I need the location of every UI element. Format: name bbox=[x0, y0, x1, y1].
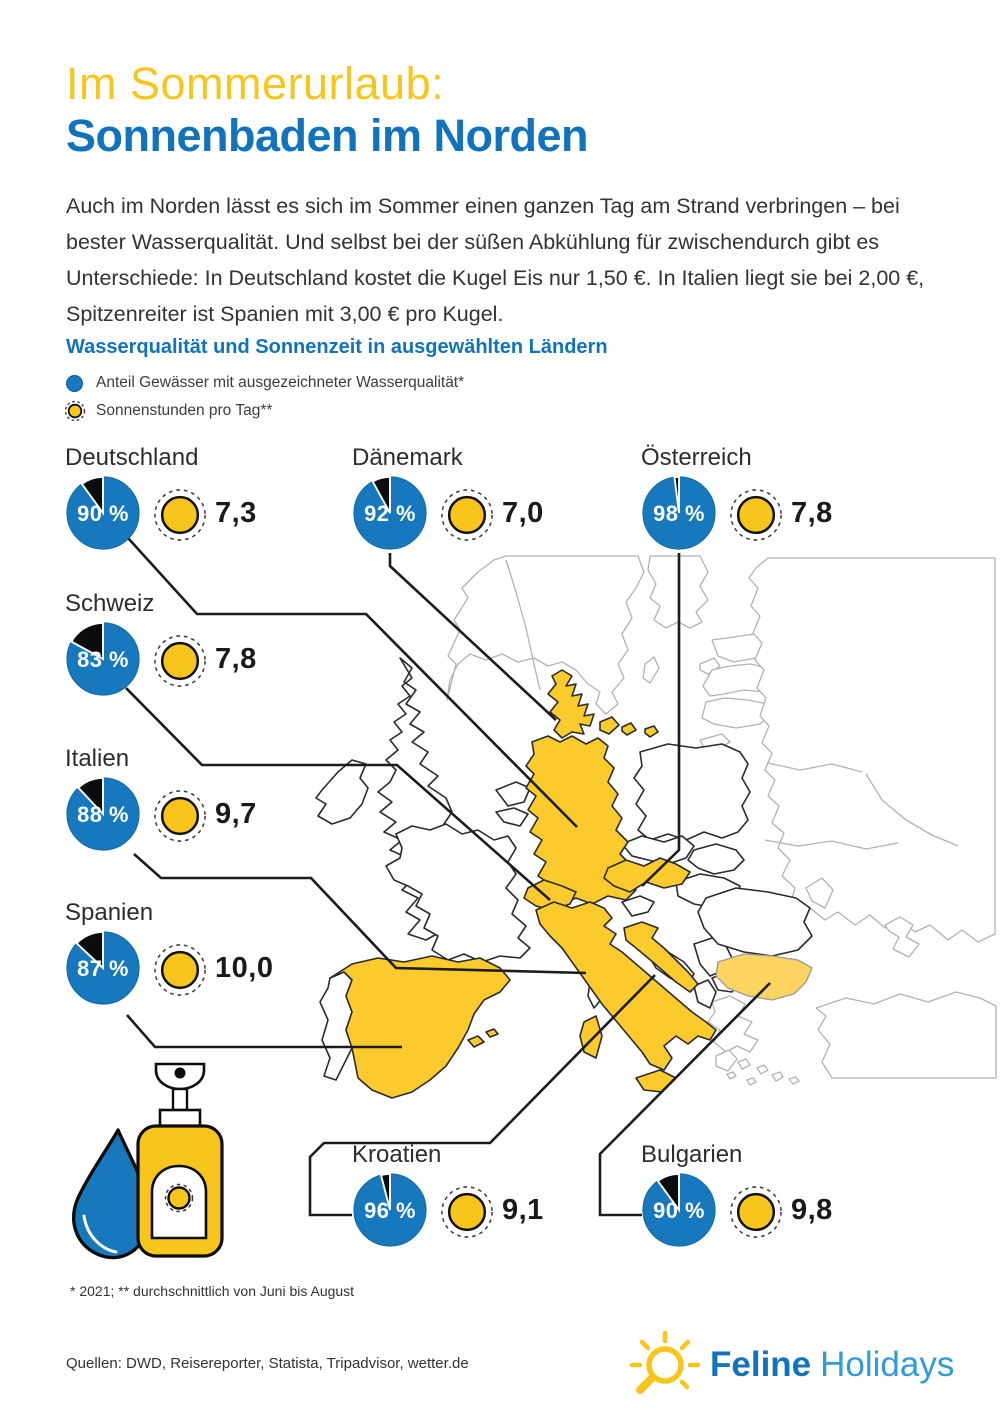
sunscreen-bottle-icon bbox=[138, 1064, 222, 1256]
sun-icon bbox=[153, 943, 207, 997]
map-region-russia-ukraine bbox=[749, 558, 995, 942]
map-islands-denmark bbox=[600, 717, 658, 737]
country-label: Spanien bbox=[65, 899, 154, 926]
map-country-serbia bbox=[694, 938, 732, 976]
map-country-estonia bbox=[712, 634, 764, 662]
water-quality-pie bbox=[65, 621, 141, 697]
sun-icon bbox=[729, 488, 783, 542]
water-quality-pie bbox=[641, 1172, 717, 1248]
map-country-netherlands bbox=[496, 782, 530, 806]
page-title-line2: Sonnenbaden im Norden bbox=[66, 110, 589, 161]
map-country-czechia bbox=[622, 836, 694, 864]
map-country-romania bbox=[698, 888, 812, 956]
map-country-belgium bbox=[496, 808, 528, 826]
country-label: Deutschland bbox=[65, 444, 199, 471]
water-quality-pie bbox=[352, 475, 428, 551]
country-label: Dänemark bbox=[352, 444, 463, 471]
water-quality-icon bbox=[66, 375, 83, 392]
brand-logo bbox=[628, 1328, 954, 1402]
map-country-moldova bbox=[806, 878, 833, 908]
sun-icon bbox=[153, 789, 207, 843]
map-country-bosnia bbox=[650, 952, 694, 986]
sun-icon bbox=[63, 399, 87, 423]
sun-hours-value: 9,8 bbox=[791, 1194, 833, 1226]
map-region-light bbox=[447, 556, 996, 1085]
map-country-uk bbox=[378, 658, 486, 940]
svg-text:92 %: 92 % bbox=[364, 501, 416, 527]
water-quality-pie bbox=[641, 475, 717, 551]
svg-text:96 %: 96 % bbox=[364, 1198, 416, 1224]
country-label: Bulgarien bbox=[641, 1141, 743, 1168]
sources-line: Quellen: DWD, Reisereporter, Statista, Tripadvisor, wetter.de bbox=[66, 1355, 469, 1372]
map-island-gotland bbox=[643, 657, 659, 683]
map-country-slovakia bbox=[688, 844, 744, 874]
sun-hours-value: 7,3 bbox=[215, 497, 257, 529]
map-country-poland bbox=[634, 744, 750, 840]
map-country-greece bbox=[708, 996, 758, 1052]
svg-text:83 %: 83 % bbox=[77, 647, 129, 673]
sun-icon bbox=[440, 1185, 494, 1239]
intro-paragraph: Auch im Norden lässt es sich im Sommer einen ganzen Tag am Strand verbringen – bei bester Wasserqualität. Und selbst bei der süßen Abkühlung für zwischendurch gibt es Unterschiede: In Deutschland kostet die Kugel Eis nur 1,50 €. In Italien liegt sie bei 2,00 €, Spitzenreiter ist Spanien mit 3,00 € pro Kugel. bbox=[66, 194, 925, 326]
sun-hours-value: 7,8 bbox=[791, 497, 833, 529]
sun-hours-value: 9,7 bbox=[215, 798, 257, 830]
water-quality-pie bbox=[65, 930, 141, 1006]
country-label: Italien bbox=[65, 745, 130, 772]
water-quality-pie bbox=[65, 475, 141, 551]
svg-text:90 %: 90 % bbox=[653, 1198, 705, 1224]
country-block-italien bbox=[65, 745, 365, 867]
sun-magnifier-logo-icon bbox=[628, 1328, 702, 1402]
connector-oesterreich bbox=[642, 553, 679, 886]
sun-icon bbox=[153, 634, 207, 688]
sun-hours-value: 7,0 bbox=[502, 497, 544, 529]
map-region-crimea bbox=[885, 917, 919, 957]
country-block-spanien bbox=[65, 899, 365, 1021]
map-island-sardinia bbox=[580, 1016, 602, 1058]
country-label: Kroatien bbox=[352, 1141, 442, 1168]
country-block-kroatien bbox=[352, 1141, 652, 1263]
legend-row-water bbox=[66, 369, 464, 397]
svg-text:98 %: 98 % bbox=[653, 501, 705, 527]
sun-hours-value: 9,1 bbox=[502, 1194, 544, 1226]
map-country-finland bbox=[648, 556, 708, 628]
country-label: Schweiz bbox=[65, 590, 155, 617]
legend bbox=[66, 369, 464, 425]
map-country-hungary bbox=[676, 874, 740, 908]
map-country-germany bbox=[526, 736, 636, 906]
country-block-oesterreich bbox=[641, 444, 941, 566]
map-country-lithuania bbox=[702, 698, 772, 728]
map-country-latvia bbox=[703, 664, 776, 696]
map-country-scandinavia bbox=[447, 556, 644, 714]
footnote: * 2021; ** durchschnittlich von Juni bis August bbox=[70, 1283, 355, 1299]
sunscreen-illustration bbox=[58, 1005, 240, 1270]
map-country-denmark bbox=[548, 670, 594, 738]
map-country-croatia bbox=[624, 922, 698, 992]
sun-hours-value: 7,8 bbox=[215, 643, 257, 675]
sun-icon bbox=[729, 1185, 783, 1239]
map-region-dark bbox=[316, 658, 812, 1080]
map-island-sicily bbox=[636, 1070, 676, 1092]
map-country-austria bbox=[604, 858, 690, 892]
water-quality-pie bbox=[352, 1172, 428, 1248]
map-country-macedonia bbox=[712, 972, 740, 992]
country-block-daenemark bbox=[352, 444, 652, 566]
sun-icon bbox=[440, 488, 494, 542]
map-country-turkey bbox=[816, 992, 996, 1078]
legend-sun-label: Sonnenstunden pro Tag** bbox=[96, 402, 273, 419]
legend-water-label: Anteil Gewässer mit ausgezeichneter Wasserqualität* bbox=[96, 374, 465, 391]
legend-row-sun bbox=[66, 397, 464, 425]
country-block-bulgarien bbox=[641, 1141, 941, 1263]
map-country-france bbox=[386, 824, 530, 962]
brand-name-light: Holidays bbox=[820, 1345, 955, 1384]
sun-icon bbox=[153, 488, 207, 542]
map-island-corsica bbox=[588, 976, 604, 1008]
map-country-slovenia bbox=[622, 896, 654, 916]
map-islands-balearics bbox=[468, 1029, 498, 1047]
map-country-albania bbox=[694, 980, 716, 1008]
map-country-italy bbox=[536, 902, 716, 1070]
sun-hours-value: 10,0 bbox=[215, 952, 274, 984]
map-region-highlighted bbox=[330, 670, 812, 1098]
svg-text:87 %: 87 % bbox=[77, 956, 129, 982]
page-title-line1: Im Sommerurlaub: bbox=[66, 58, 445, 109]
connector-daenemark bbox=[390, 553, 556, 720]
country-label: Österreich bbox=[641, 444, 752, 471]
svg-text:88 %: 88 % bbox=[77, 802, 129, 828]
map-country-bulgaria bbox=[716, 954, 812, 1000]
country-block-schweiz bbox=[65, 590, 365, 712]
country-block-deutschland bbox=[65, 444, 365, 566]
svg-text:90 %: 90 % bbox=[77, 501, 129, 527]
brand-name-bold: Feline bbox=[710, 1345, 812, 1384]
water-quality-pie bbox=[65, 776, 141, 852]
map-country-switzerland bbox=[524, 880, 576, 910]
section-heading: Wasserqualität und Sonnenzeit in ausgewählten Ländern bbox=[66, 336, 608, 358]
